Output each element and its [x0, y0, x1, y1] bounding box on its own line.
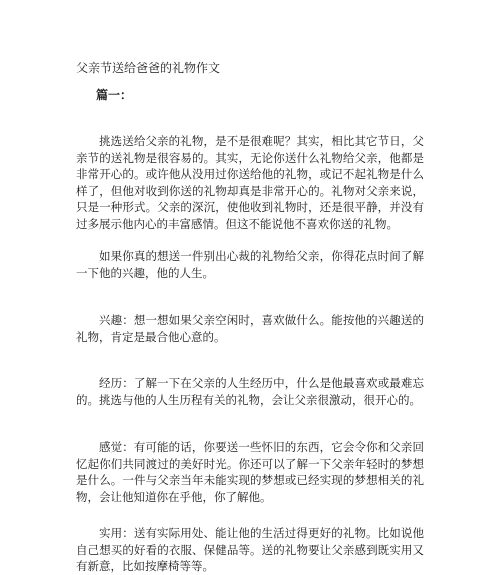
- paragraph-feeling: 感觉：有可能的话，你要送一些怀旧的东西，它会令你和父亲回忆起你们共同渡过的美好时光。你还可以了解一下父亲年轻时的梦想是什么。一件与父亲当年未能实现的梦想或已经实现的梦想相关的礼物，会让他知道你在乎他，你了解他。: [76, 440, 424, 504]
- paragraph-practical: 实用：送有实际用处、能让他的生活过得更好的礼物。比如说他自己想买的好看的衣服、保健品等。送的礼物要让父亲感到既实用又有新意，比如按摩椅等等。: [76, 526, 424, 573]
- paragraph-special-gift: 如果你真的想送一件别出心裁的礼物给父亲，你得花点时间了解一下他的兴趣，他的人生。: [76, 249, 424, 280]
- paragraph-experience: 经历：了解一下在父亲的人生经历中，什么是他最喜欢或最难忘的。挑选与他的人生历程有关的礼物，会让父亲很激动，很开心的。: [76, 376, 424, 407]
- paragraph-interest: 兴趣：想一想如果父亲空闲时，喜欢做什么。能按他的兴趣送的礼物，肯定是最合他心意的。: [76, 313, 424, 344]
- section-heading: 篇一：: [96, 88, 133, 102]
- paragraph-intro: 挑选送给父亲的礼物，是不是很难呢？其实，相比其它节日，父亲节的送礼物是很容易的。其实，无论你送什么礼物给父亲，他都是非常开心的。或许他从没用过你送给他的礼物，或记不起礼物是什么样了，但他对收到你送的礼物却真是非常开心的。礼物对父亲来说，只是一种形式。父亲的深沉，使他收到礼物时，还是很平静，并没有过多展示他内心的丰富感情。但这不能说他不喜欢你送的礼物。: [76, 134, 424, 231]
- document-title: 父亲节送给爸爸的礼物作文: [76, 61, 221, 75]
